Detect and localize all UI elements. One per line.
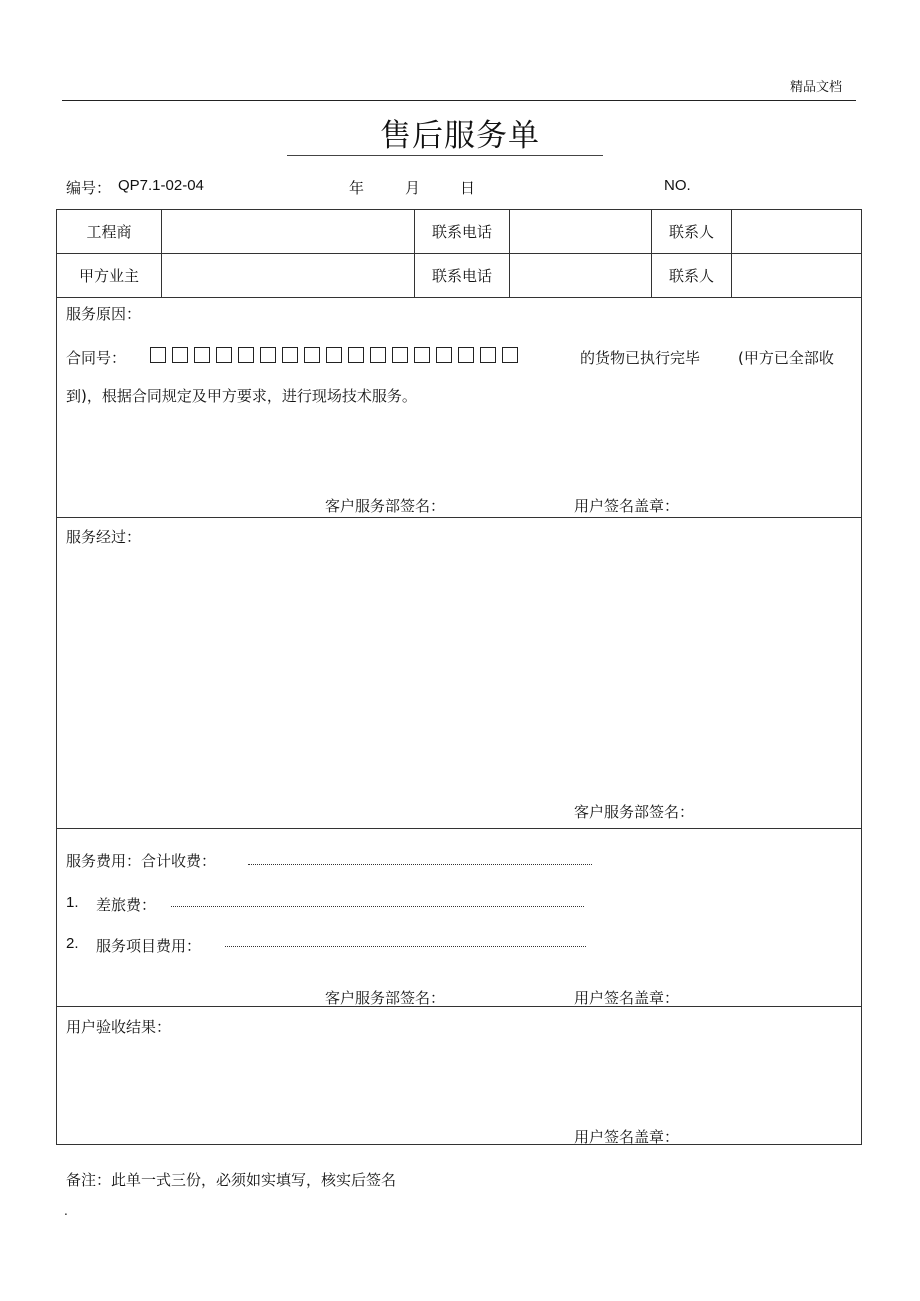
year-label: 年	[349, 179, 365, 197]
footer-dot: .	[64, 1204, 68, 1218]
phone-label: 联系电话	[415, 254, 510, 298]
acceptance-user-signature: 用户签名盖章：	[574, 1128, 680, 1146]
process-section	[56, 517, 862, 829]
contact-label: 联系人	[652, 254, 732, 298]
number-label: 编号：	[66, 179, 112, 197]
engineer-field[interactable]	[162, 210, 415, 254]
reason-text-after: 的货物已执行完毕	[580, 349, 701, 367]
contact-label: 联系人	[652, 210, 732, 254]
contract-digit-box[interactable]	[502, 347, 518, 363]
travel-fee-line[interactable]	[171, 906, 584, 907]
contract-digit-box[interactable]	[348, 347, 364, 363]
reason-user-signature: 用户签名盖章：	[574, 497, 680, 515]
owner-phone-field[interactable]	[510, 254, 652, 298]
no-label: NO.	[664, 177, 691, 194]
total-fee-line[interactable]	[248, 864, 592, 865]
engineer-phone-field[interactable]	[510, 210, 652, 254]
contract-digit-box[interactable]	[260, 347, 276, 363]
owner-field[interactable]	[162, 254, 415, 298]
fees-user-signature: 用户签名盖章：	[574, 989, 680, 1007]
reason-text-line2: 到)，根据合同规定及甲方要求，进行现场技术服务。	[66, 387, 417, 405]
footer-note: 备注：此单一式三份，必须如实填写，核实后签名	[66, 1171, 397, 1189]
title-underline	[287, 155, 603, 156]
info-table	[56, 209, 862, 298]
reason-heading: 服务原因：	[66, 305, 142, 323]
contract-digit-box[interactable]	[282, 347, 298, 363]
contract-digit-box[interactable]	[392, 347, 408, 363]
contract-digit-box[interactable]	[238, 347, 254, 363]
engineer-label: 工程商	[57, 210, 162, 254]
contract-digit-box[interactable]	[480, 347, 496, 363]
contract-digit-box[interactable]	[326, 347, 342, 363]
process-heading: 服务经过：	[66, 528, 142, 546]
day-label: 日	[460, 179, 476, 197]
item2-number: 2.	[66, 935, 79, 952]
table-row	[57, 210, 862, 254]
contract-digit-box[interactable]	[370, 347, 386, 363]
number-value: QP7.1-02-04	[118, 177, 204, 194]
phone-label: 联系电话	[415, 210, 510, 254]
owner-contact-field[interactable]	[732, 254, 862, 298]
engineer-contact-field[interactable]	[732, 210, 862, 254]
page-title: 售后服务单	[380, 118, 540, 154]
reason-section	[56, 297, 862, 518]
contract-label: 合同号：	[66, 349, 127, 367]
reason-dept-signature: 客户服务部签名：	[325, 497, 446, 515]
contract-digit-box[interactable]	[172, 347, 188, 363]
fees-dept-signature: 客户服务部签名：	[325, 989, 446, 1007]
contract-digit-box[interactable]	[216, 347, 232, 363]
service-fee-label: 服务项目费用：	[96, 937, 202, 955]
contract-digit-box[interactable]	[414, 347, 430, 363]
contract-digit-box[interactable]	[436, 347, 452, 363]
month-label: 月	[405, 179, 421, 197]
owner-label: 甲方业主	[57, 254, 162, 298]
table-row	[57, 254, 862, 298]
service-fee-line[interactable]	[225, 946, 586, 947]
corner-label: 精品文档	[790, 80, 843, 95]
contract-number-boxes[interactable]	[150, 345, 524, 363]
acceptance-section	[56, 1006, 862, 1145]
item1-number: 1.	[66, 894, 79, 911]
contract-digit-box[interactable]	[194, 347, 210, 363]
contract-digit-box[interactable]	[150, 347, 166, 363]
reason-text-paren: (甲方已全部收	[738, 349, 834, 367]
process-dept-signature: 客户服务部签名：	[574, 803, 695, 821]
travel-fee-label: 差旅费：	[96, 896, 157, 914]
acceptance-heading: 用户验收结果：	[66, 1018, 172, 1036]
fees-heading: 服务费用：合计收费：	[66, 852, 217, 870]
contract-digit-box[interactable]	[458, 347, 474, 363]
contract-digit-box[interactable]	[304, 347, 320, 363]
header-rule	[62, 100, 856, 101]
